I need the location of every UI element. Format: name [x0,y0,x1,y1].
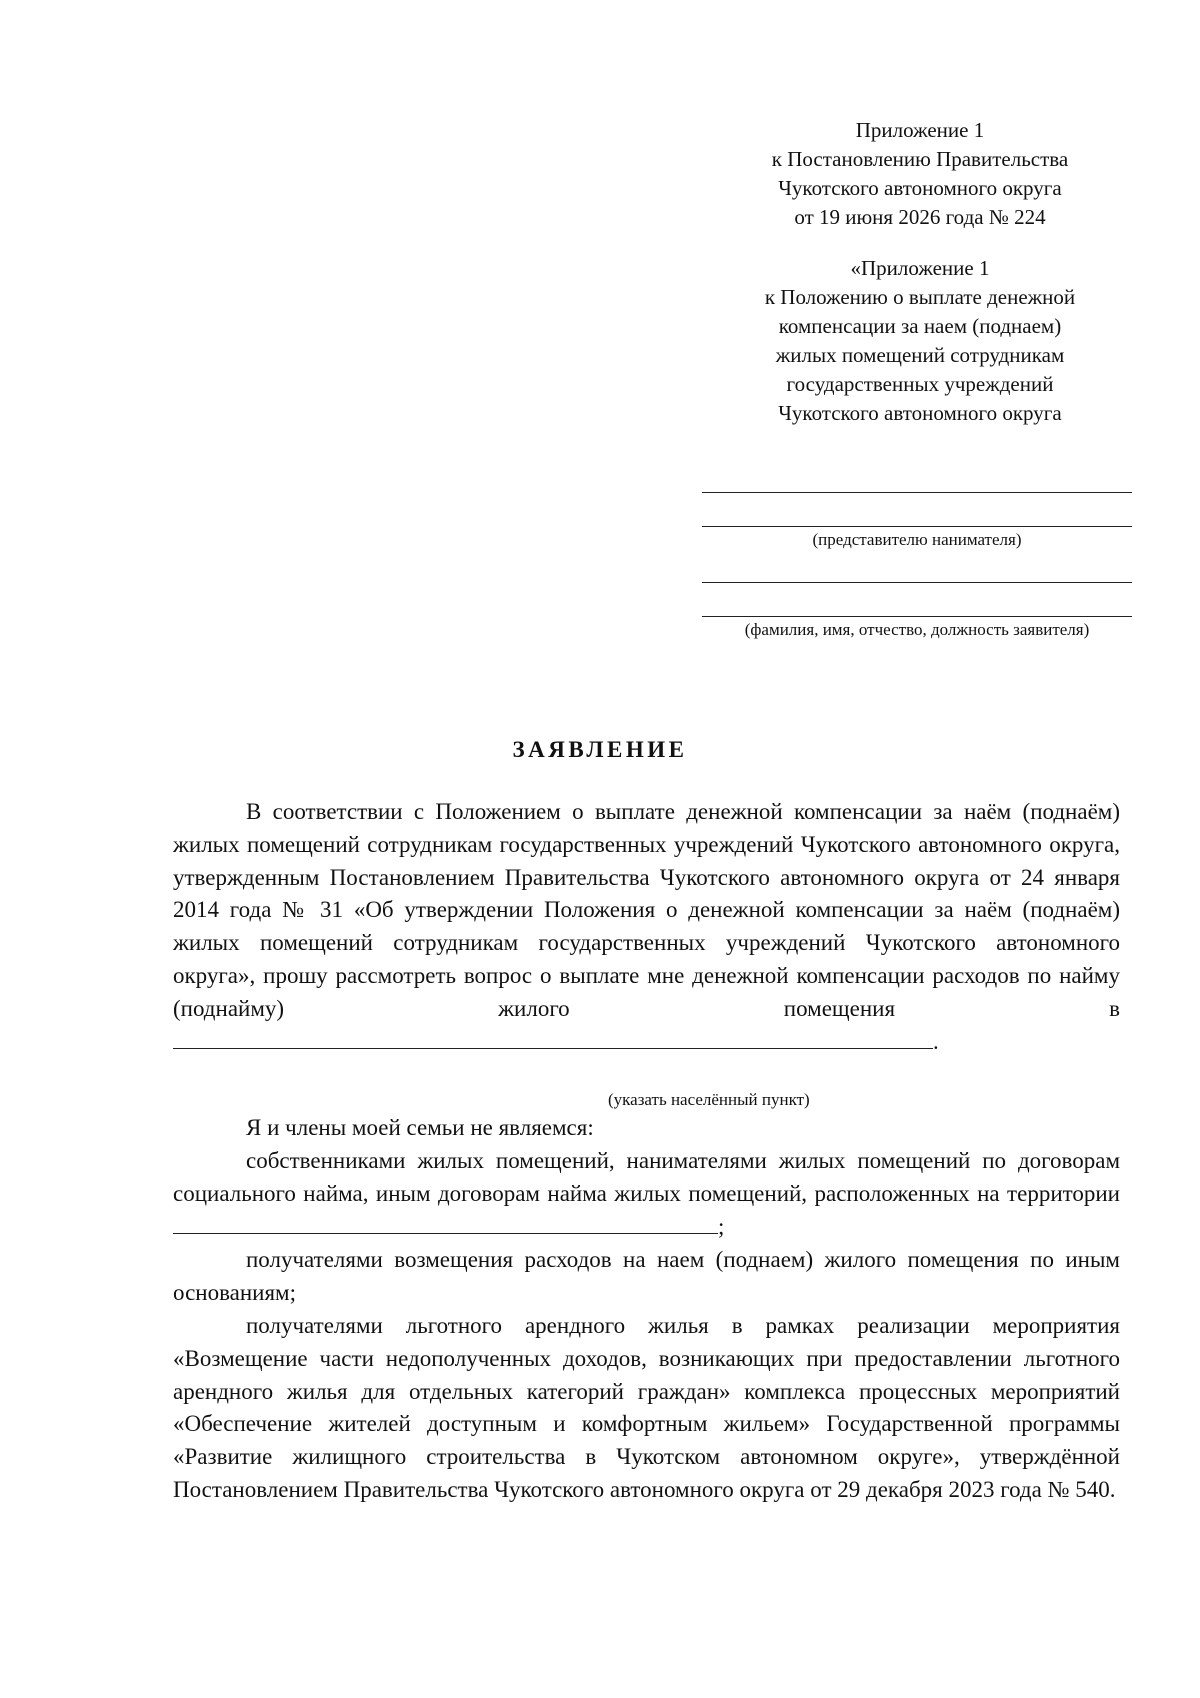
representative-blank-line-2[interactable] [702,526,1132,527]
regulation-appendix-line: Чукотского автономного округа [778,401,1062,425]
representative-blank-line-1[interactable] [702,492,1132,493]
regulation-appendix-line: государственных учреждений [786,372,1054,396]
regulation-appendix-line: «Приложение 1 [850,256,990,280]
settlement-hint: (указать населённый пункт) [608,1090,810,1109]
settlement-field[interactable] [173,1026,933,1049]
request-paragraph-text: В соответствии с Положением о выплате денежной компенсации за наём (поднаём) жилых помещений сотрудникам государственных учреждений Чукотского автономного округа, утвержденным Постановлением Правительства Чукотского автономного округа от 24 января 2014 года № 31 «Об утверждении Положения о денежной компенсации за наём (поднаём) жилых помещений сотрудникам государственных учреждений Чукотского автономного округа», прошу рассмотреть вопрос о выплате мне денежной компенсации расходов по найму (поднайму) жилого помещения в [173,799,1120,1021]
declaration-item-1-text: собственниками жилых помещений, нанимателями жилых помещений по договорам социального найма, иным договорам найма жилых помещений, расположенных на территории [173,1148,1120,1206]
appendix-header-line: от 19 июня 2026 года № 224 [794,205,1046,229]
request-paragraph [173,796,1120,1058]
declaration-intro: Я и члены моей семьи не являемся: [246,1115,594,1140]
document-title: ЗАЯВЛЕНИЕ [512,737,688,762]
applicant-caption: (фамилия, имя, отчество, должность заявителя) [744,620,1090,639]
representative-caption: (представителю нанимателя) [812,530,1022,549]
regulation-appendix-line: компенсации за наем (поднаем) [778,314,1062,338]
applicant-blank-line-2[interactable] [702,616,1132,617]
appendix-header-line: Чукотского автономного округа [778,176,1062,200]
territory-field[interactable] [173,1211,718,1234]
regulation-appendix-line: жилых помещений сотрудникам [775,343,1065,367]
declaration-item-1 [173,1145,1120,1243]
regulation-appendix-line: к Положению о выплате денежной [764,285,1076,309]
appendix-header-line: Приложение 1 [855,118,985,142]
appendix-header-line: к Постановлению Правительства [771,147,1069,171]
request-paragraph-end: . [933,1028,939,1054]
regulation-appendix-header [700,254,1140,428]
declaration-item-1-end: ; [718,1213,725,1239]
declaration-item-2: получателями возмещения расходов на наем (поднаем) жилого помещения по иным основаниям; [173,1247,1120,1305]
applicant-blank-line-1[interactable] [702,582,1132,583]
declaration-item-3: получателями льготного арендного жилья в рамках реализации мероприятия «Возмещение части недополученных доходов, возникающих при предоставлении льготного арендного жилья для отдельных категорий граждан» комплекса процессных мероприятий «Обеспечение жителей доступным и комфортным жильем» Государственной программы «Развитие жилищного строительства в Чукотском автономном округе», утверждённой Постановлением Правительства Чукотского автономного округа от 29 декабря 2023 года № 540. [173,1313,1120,1502]
appendix-header [700,116,1140,232]
